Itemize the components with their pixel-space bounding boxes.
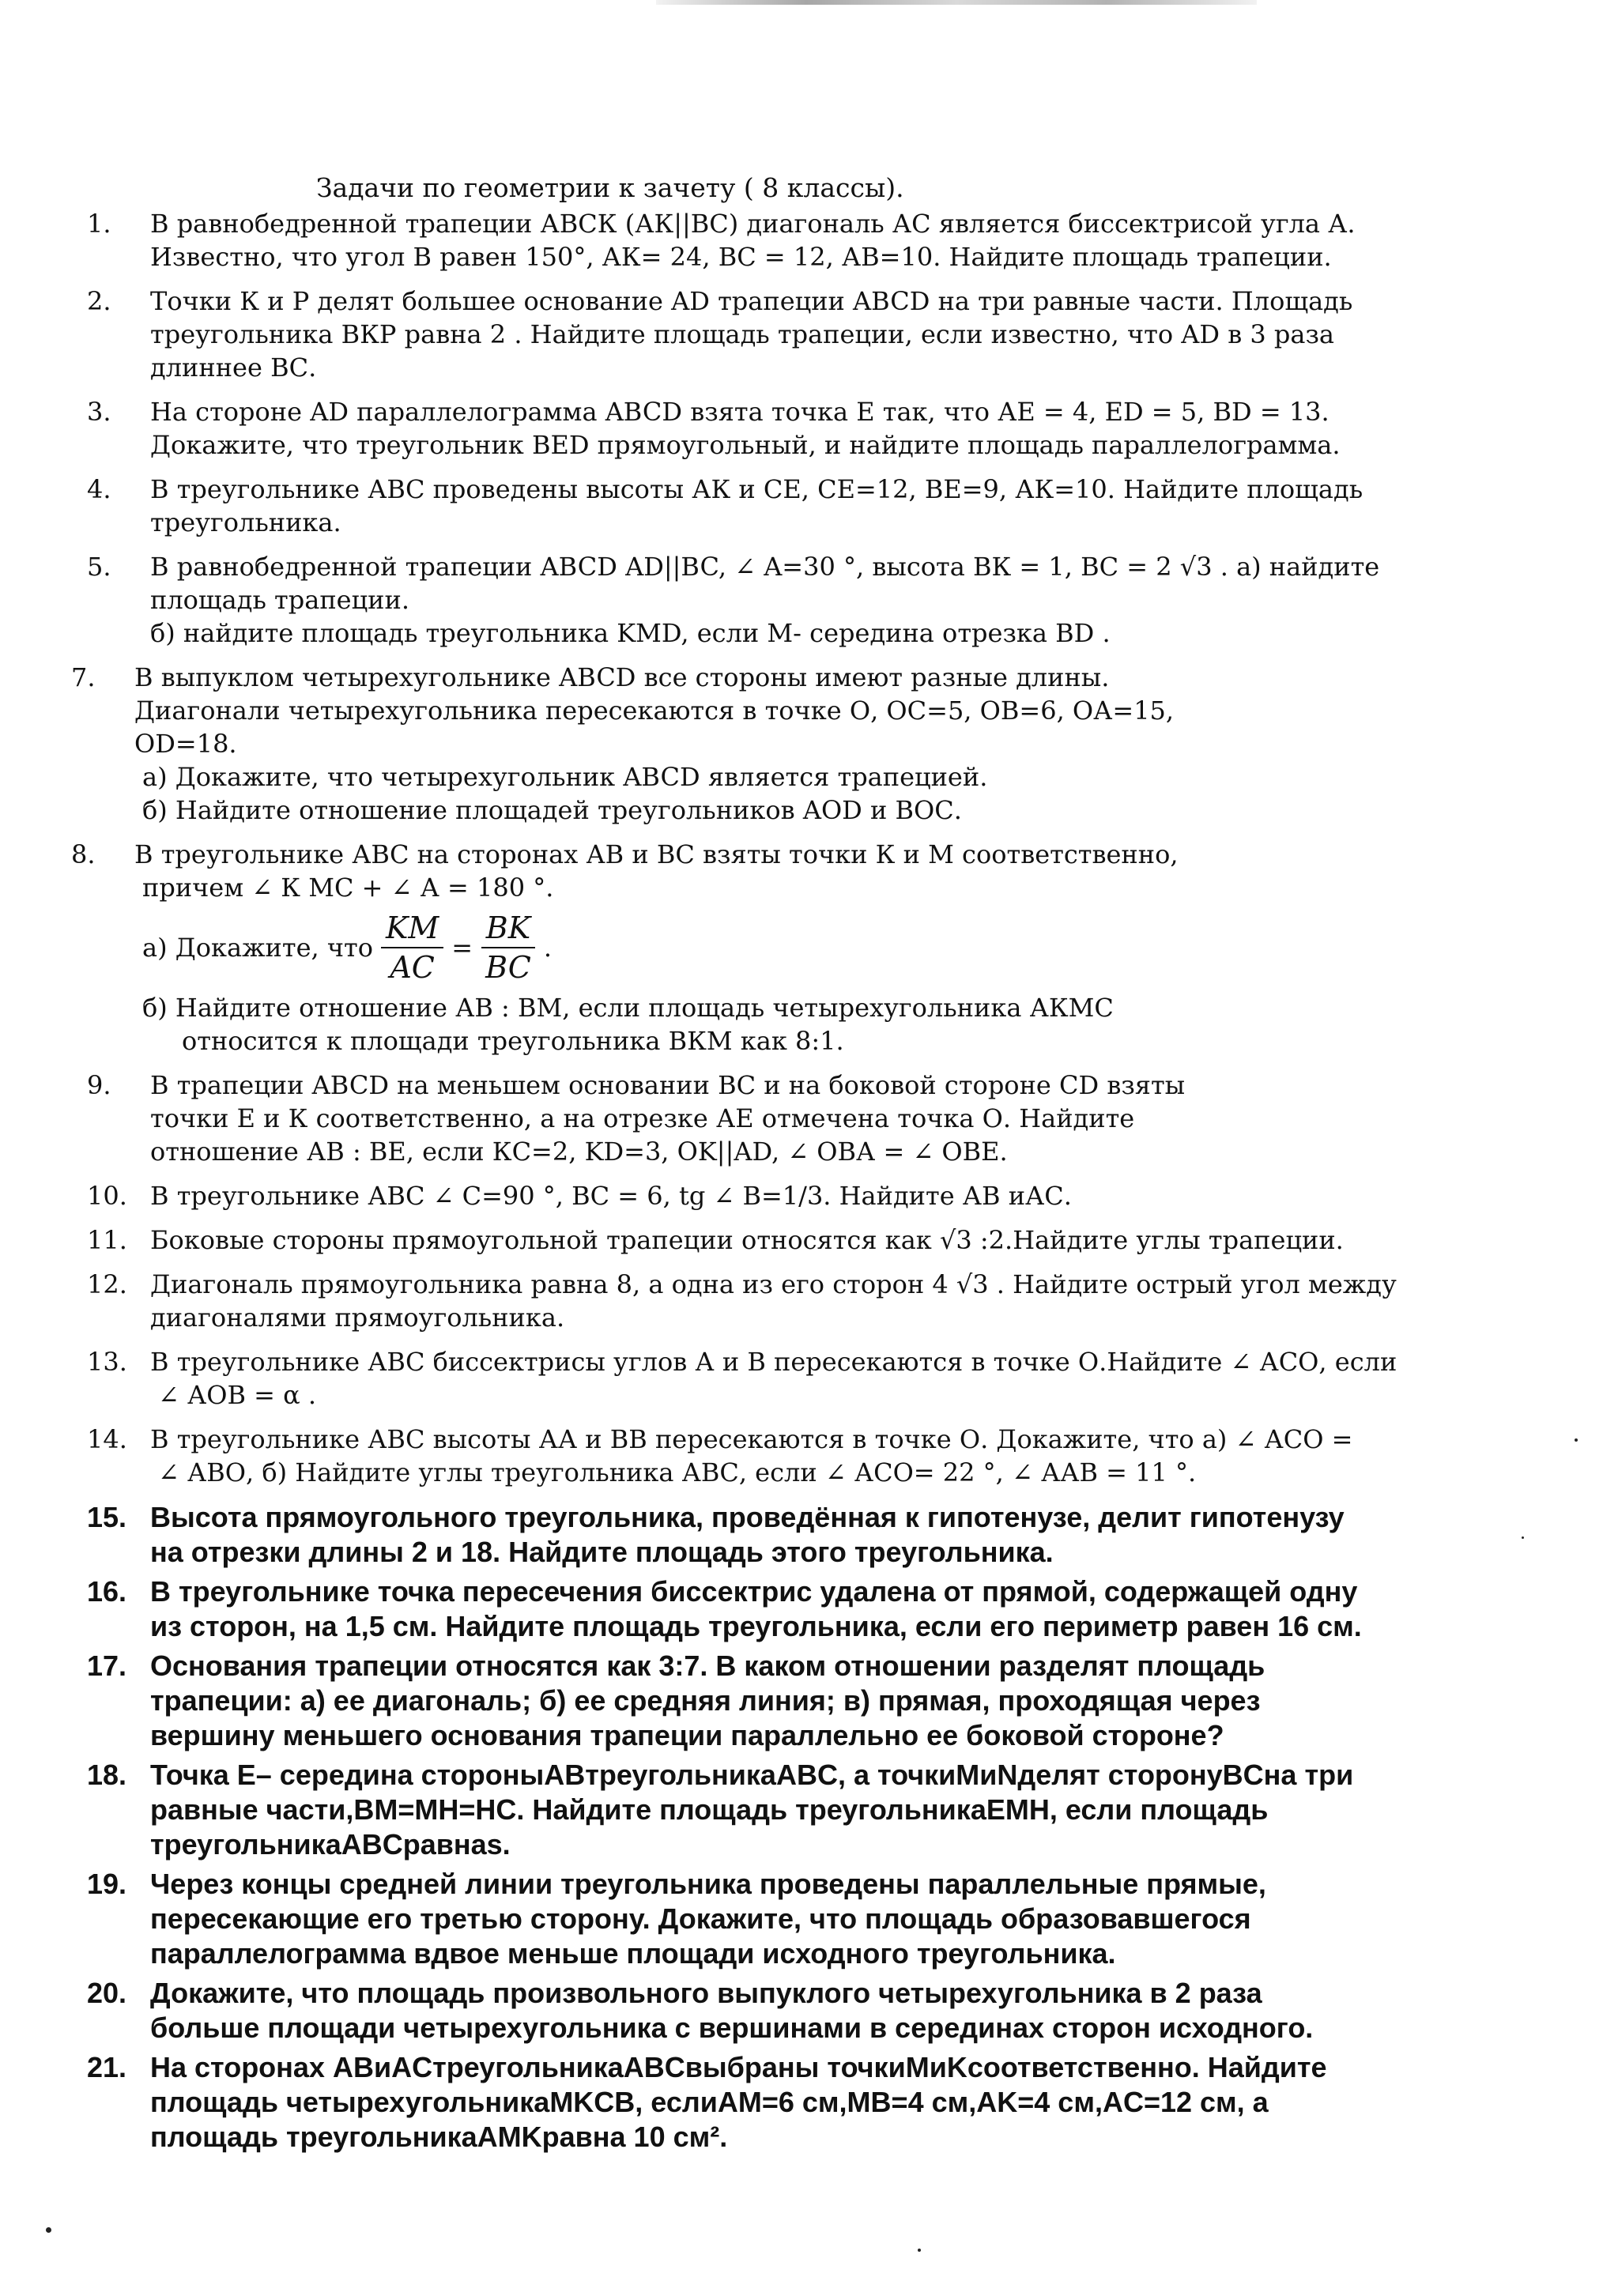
task-text-line: Через концы средней линии треугольника проведены параллельные прямые, bbox=[150, 1868, 1266, 1900]
task-text-line: треугольникаABCравнаs. bbox=[150, 1828, 511, 1861]
task-text-line: В треугольнике АВС ∠ С=90 °, ВС = 6, tg ∠ В=1/3. Найдите АВ иАС. bbox=[150, 1181, 1072, 1211]
task-7 bbox=[71, 661, 1557, 827]
scan-speck bbox=[1522, 1536, 1524, 1539]
scan-speck bbox=[918, 2249, 921, 2252]
task-text-line: равные части,BM=MH=HC. Найдите площадь треугольникаEMH, если площадь bbox=[150, 1793, 1269, 1826]
scan-artifact bbox=[656, 0, 1257, 5]
task-3 bbox=[87, 395, 1573, 462]
fraction-denominator: AC bbox=[390, 950, 435, 985]
task-13 bbox=[87, 1345, 1573, 1412]
fraction-numerator: KM bbox=[381, 909, 443, 948]
task-number: 5. bbox=[87, 552, 111, 582]
task-text-line: Точка E– середина стороныABтреугольникаABC, а точкиMиNделят сторонуBCна три bbox=[150, 1759, 1354, 1791]
task-text-line: площадь четырехугольникаMKCB, еслиAM=6 см,MB=4 см,AK=4 см,AC=12 см, а bbox=[150, 2086, 1269, 2118]
task-11 bbox=[87, 1223, 1573, 1257]
task-10 bbox=[87, 1179, 1573, 1212]
fraction-suffix: . bbox=[543, 933, 552, 963]
task-text-line: В треугольнике АВС высоты АА и ВВ пересекаются в точке О. Докажите, что а) ∠ АСО = bbox=[150, 1424, 1353, 1454]
task-number: 10. bbox=[87, 1181, 127, 1211]
task-text-line: В равнобедренной трапеции АВСК (АК||ВС) диагональ АС является биссектрисой угла А. bbox=[150, 209, 1356, 239]
page-title: Задачи по геометрии к зачету ( 8 классы). bbox=[316, 172, 904, 203]
task-number: 3. bbox=[87, 397, 111, 427]
task-text-line: из сторон, на 1,5 см. Найдите площадь треугольника, если его периметр равен 16 см. bbox=[150, 1610, 1362, 1642]
task-number: 1. bbox=[87, 209, 111, 239]
task-text-line: площадь трапеции. bbox=[150, 585, 409, 615]
task-number: 21. bbox=[87, 2051, 127, 2083]
task-text-line: б) Найдите отношение АВ : ВМ, если площадь четырехугольника АКМС bbox=[142, 993, 1114, 1023]
task-text-line: точки Е и К соответственно, а на отрезке АЕ отмечена точка О. Найдите bbox=[150, 1103, 1135, 1133]
task-number: 8. bbox=[71, 839, 96, 869]
task-text-line: В треугольнике АВС проведены высоты АК и СЕ, СЕ=12, ВЕ=9, АК=10. Найдите площадь bbox=[150, 474, 1363, 504]
task-number: 4. bbox=[87, 474, 111, 504]
task-18 bbox=[87, 1758, 1603, 1862]
task-number: 2. bbox=[87, 286, 111, 316]
task-number: 17. bbox=[87, 1649, 127, 1682]
scan-speck bbox=[46, 2227, 51, 2233]
fraction-equation bbox=[134, 904, 1557, 991]
task-14 bbox=[87, 1423, 1573, 1489]
task-text-line: треугольника. bbox=[150, 507, 341, 537]
task-number: 9. bbox=[87, 1070, 111, 1100]
task-4 bbox=[87, 473, 1573, 539]
task-text-line: В треугольнике точка пересечения биссектрис удалена от прямой, содержащей одну bbox=[150, 1575, 1358, 1608]
task-text-line: б) Найдите отношение площадей треугольников AOD и ВОС. bbox=[142, 795, 962, 825]
task-text-line: треугольника ВКР равна 2 . Найдите площадь трапеции, если известно, что AD в 3 раза bbox=[150, 319, 1334, 349]
task-text-line: Точки К и Р делят большее основание AD трапеции ABCD на три равные части. Площадь bbox=[150, 286, 1353, 316]
fraction-numerator: BK bbox=[481, 909, 535, 948]
task-5 bbox=[87, 550, 1573, 650]
fraction-bk-bc bbox=[481, 909, 536, 986]
task-text-line: относится к площади треугольника ВКМ как 8:1. bbox=[182, 1026, 844, 1056]
task-20 bbox=[87, 1976, 1603, 2045]
task-text-line: длиннее ВС. bbox=[150, 353, 317, 383]
task-text-line: отношение АВ : BE, если КС=2, KD=3, OK||AD, ∠ ОВА = ∠ ОВЕ. bbox=[150, 1137, 1008, 1167]
task-text-line: Высота прямоугольного треугольника, проведённая к гипотенузе, делит гипотенузу bbox=[150, 1501, 1345, 1533]
task-text-line: б) найдите площадь треугольника KMD, если М- середина отрезка BD . bbox=[150, 618, 1111, 648]
task-8 bbox=[71, 838, 1557, 1058]
task-text-line: Известно, что угол В равен 150°, АК= 24, ВС = 12, АВ=10. Найдите площадь трапеции. bbox=[150, 242, 1332, 272]
task-number: 19. bbox=[87, 1868, 127, 1900]
task-number: 16. bbox=[87, 1575, 127, 1608]
task-17 bbox=[87, 1649, 1603, 1753]
task-text-line: параллелограмма вдвое меньше площади исходного треугольника. bbox=[150, 1937, 1116, 1970]
task-text-line: В равнобедренной трапеции ABCD AD||BC, ∠ A=30 °, высота ВК = 1, ВС = 2 √3 . а) найдите bbox=[150, 552, 1380, 582]
task-number: 12. bbox=[87, 1269, 127, 1299]
fraction-km-ac bbox=[381, 909, 443, 986]
task-text-line: площадь треугольникаAMKравна 10 см². bbox=[150, 2121, 728, 2153]
task-text-line: На стороне AD параллелограмма ABCD взята точка Е так, что АЕ = 4, ED = 5, BD = 13. bbox=[150, 397, 1330, 427]
task-text-line: В треугольнике АВС на сторонах АВ и ВС взяты точки К и М соответственно, bbox=[134, 839, 1179, 869]
task-text-line: На сторонах ABиACтреугольникаABCвыбраны точкиMиKсоответственно. Найдите bbox=[150, 2051, 1327, 2083]
task-number: 15. bbox=[87, 1501, 127, 1533]
task-text-line: вершину меньшего основания трапеции параллельно ее боковой стороне? bbox=[150, 1719, 1224, 1751]
task-number: 18. bbox=[87, 1759, 127, 1791]
task-text-line: больше площади четырехугольника с вершинами в серединах сторон исходного. bbox=[150, 2011, 1314, 2044]
task-text-line: В выпуклом четырехугольнике ABCD все стороны имеют разные длины. bbox=[134, 662, 1110, 692]
task-text-line: Диагонали четырехугольника пересекаются в точке О, ОС=5, ОВ=6, ОА=15, bbox=[134, 696, 1175, 726]
task-19 bbox=[87, 1867, 1603, 1971]
task-16 bbox=[87, 1574, 1603, 1644]
task-9 bbox=[87, 1069, 1573, 1168]
scan-speck bbox=[1575, 1438, 1578, 1442]
task-text-line: диагоналями прямоугольника. bbox=[150, 1303, 565, 1333]
task-number: 13. bbox=[87, 1347, 127, 1377]
task-text-line: а) Докажите, что четырехугольник ABCD является трапецией. bbox=[142, 762, 988, 792]
task-text-line: Докажите, что треугольник BED прямоугольный, и найдите площадь параллелограмма. bbox=[150, 430, 1341, 460]
task-text-line: на отрезки длины 2 и 18. Найдите площадь этого треугольника. bbox=[150, 1536, 1054, 1568]
equals-sign: = bbox=[451, 933, 473, 963]
fraction-denominator: BC bbox=[485, 950, 531, 985]
task-text-line: ∠ АВО, б) Найдите углы треугольника АВС, если ∠ АСО= 22 °, ∠ ААВ = 11 °. bbox=[158, 1457, 1197, 1487]
task-number: 20. bbox=[87, 1977, 127, 2009]
task-21 bbox=[87, 2050, 1603, 2155]
task-text-line: Основания трапеции относятся как 3:7. В каком отношении разделят площадь bbox=[150, 1649, 1265, 1682]
task-15 bbox=[87, 1500, 1603, 1570]
task-2 bbox=[87, 285, 1573, 384]
task-text-line: В треугольнике АВС биссектрисы углов А и В пересекаются в точке О.Найдите ∠ АСО, если bbox=[150, 1347, 1397, 1377]
task-number: 7. bbox=[71, 662, 96, 692]
task-1 bbox=[87, 207, 1573, 273]
task-number: 11. bbox=[87, 1225, 127, 1255]
task-list bbox=[0, 207, 1603, 2159]
task-text-line: причем ∠ К МС + ∠ А = 180 °. bbox=[142, 873, 554, 903]
task-text-line: Докажите, что площадь произвольного выпуклого четырехугольника в 2 раза bbox=[150, 1977, 1262, 2009]
task-text-line: OD=18. bbox=[134, 729, 237, 759]
task-number: 14. bbox=[87, 1424, 127, 1454]
task-text-line: В трапеции ABCD на меньшем основании ВС и на боковой стороне CD взяты bbox=[150, 1070, 1186, 1100]
task-text-line: пересекающие его третью сторону. Докажите, что площадь образовавшегося bbox=[150, 1902, 1251, 1935]
task-text-line: трапеции: а) ее диагональ; б) ее средняя линия; в) прямая, проходящая через bbox=[150, 1684, 1261, 1717]
task-text-line: Диагональ прямоугольника равна 8, а одна из его сторон 4 √3 . Найдите острый угол между bbox=[150, 1269, 1397, 1299]
fraction-prefix: а) Докажите, что bbox=[142, 933, 373, 963]
task-12 bbox=[87, 1268, 1573, 1334]
task-text-line: ∠ АОВ = α . bbox=[158, 1380, 317, 1410]
task-text-line: Боковые стороны прямоугольной трапеции относятся как √3 :2.Найдите углы трапеции. bbox=[150, 1225, 1344, 1255]
